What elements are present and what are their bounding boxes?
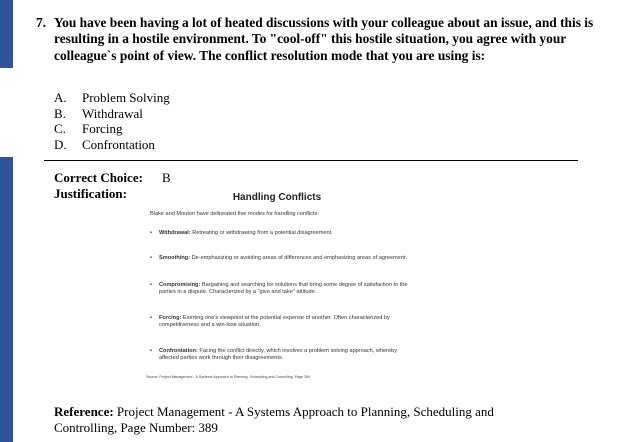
- options-list: [54, 90, 170, 152]
- mode-desc: Retreating or withdrawing from a potential disagreement.: [190, 230, 333, 236]
- mode-desc: Exerting one's viewpoint at the potential expense of another. Often characterized by competitiveness and a win-lose situation.: [159, 315, 390, 328]
- mode-name: Withdrawal:: [159, 230, 191, 236]
- left-accent-bar: [0, 0, 13, 442]
- question-number: 7.: [36, 15, 47, 30]
- bullet-icon: •: [150, 255, 152, 261]
- mode-desc: Facing the conflict directly, which involves a problem solving approach, whereby affected parties work through their disagreements.: [159, 348, 398, 361]
- option-letter: C.: [54, 121, 66, 137]
- figure-source: Source: Project Management - A Systems Approach to Planning, Scheduling and Controlling, Page 389: [146, 375, 311, 379]
- mode-withdrawal: [150, 230, 412, 237]
- accent-bar-bottom: [0, 157, 13, 442]
- bullet-icon: •: [150, 315, 152, 321]
- correct-choice-value: B: [162, 170, 171, 185]
- mode-desc: De-emphasizing or avoiding areas of differences and emphasizing areas of agreement.: [190, 255, 408, 261]
- option-text: Confrontation: [82, 136, 155, 152]
- bullet-icon: •: [150, 230, 152, 236]
- accent-bar-top: [0, 0, 13, 68]
- option-letter: B.: [54, 105, 66, 121]
- option-text: Withdrawal: [82, 105, 143, 121]
- mode-name: Forcing:: [159, 315, 182, 321]
- mode-name: Smoothing:: [159, 255, 191, 261]
- divider: [44, 160, 578, 161]
- mode-compromising: [150, 282, 412, 296]
- correct-choice: [54, 170, 171, 186]
- mode-desc: Bargaining and searching for solutions that bring some degree of satisfaction to the parties in a dispute. Characterized by a "give and take" attitude.: [159, 282, 408, 295]
- mode-confrontation: [150, 348, 412, 362]
- figure-title: Handling Conflicts: [232, 192, 322, 203]
- reference: [54, 404, 554, 435]
- option-b: [54, 106, 170, 122]
- option-letter: A.: [54, 90, 67, 105]
- option-text: Problem Solving: [82, 90, 170, 105]
- justification-label: Justification:: [54, 186, 127, 201]
- mode-forcing: [150, 315, 412, 329]
- option-c: [54, 121, 170, 137]
- option-d: [54, 137, 170, 153]
- reference-text: Project Management - A Systems Approach to Planning, Scheduling and Controlling, Page Number: 389: [54, 404, 494, 435]
- option-a: [54, 90, 170, 106]
- handling-conflicts-figure: [142, 188, 412, 386]
- option-text: Forcing: [82, 121, 123, 137]
- reference-label: Reference:: [54, 404, 114, 419]
- mode-smoothing: [150, 255, 412, 262]
- bullet-icon: •: [150, 282, 152, 288]
- option-letter: D.: [54, 136, 67, 152]
- mode-name: Confrontation:: [159, 348, 198, 354]
- question-text: You have been having a lot of heated discussions with your colleague about an issue, and this is resulting in a hostile environment. To "cool-off" this hostile situation, you agree with your colleague`s point of view. The conflict resolution mode that you are using is:: [54, 15, 594, 63]
- figure-intro: Blake and Mouton have delineated five modes for handling conflicts:: [150, 211, 319, 217]
- bullet-icon: •: [150, 348, 152, 354]
- question: [36, 15, 596, 64]
- mode-name: Compromising:: [159, 282, 201, 288]
- correct-choice-label: Correct Choice:: [54, 170, 143, 185]
